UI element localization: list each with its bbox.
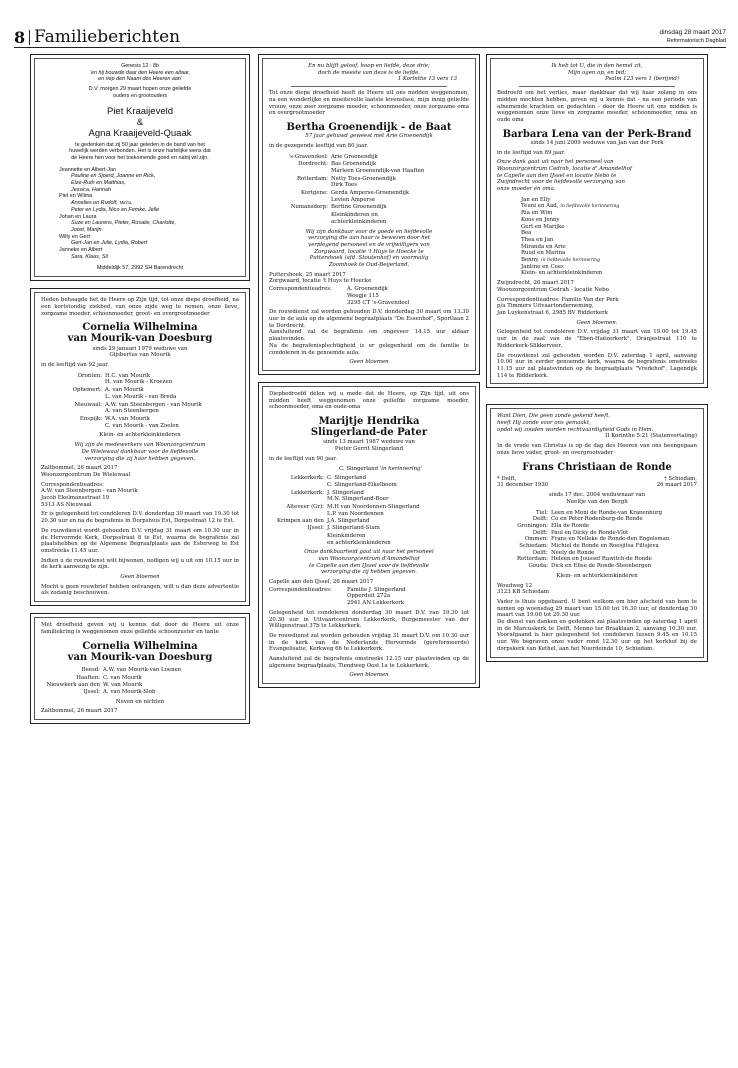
family-name: A.W. van Steenbergen - van Mourik bbox=[105, 401, 202, 408]
family-name: A. van Mourik-Slob bbox=[103, 689, 156, 696]
family-name: C. van Mourik - van Zoelen bbox=[105, 422, 179, 429]
family-names: Frans en Nelleke de Ronde-den Engelsman bbox=[551, 536, 670, 543]
family-location: Rotterdam: bbox=[297, 175, 328, 182]
correspondence-line: Jan Luykenstraat 6, 2985 BV Ridderkerk bbox=[497, 309, 609, 316]
family-name: H.C. van Mourik bbox=[105, 372, 151, 379]
service: De rouwdienst zal worden gehouden vrijdag 31 maart D.V. om 10.30 uur in de kerk van de Nederlands Hervormde (gereformeerde) Evangelisatie, Kerkweg 66 te Lekkerkerk. bbox=[269, 632, 469, 653]
widower-line: Neeltje van den Bergh bbox=[566, 498, 628, 505]
family-name: Johan en Laura bbox=[59, 213, 97, 220]
family-name: Joost, Marijn bbox=[71, 226, 102, 233]
family-row bbox=[41, 387, 239, 400]
family-name: C. van Mourik bbox=[103, 674, 142, 681]
correspondence: Correspondentieadres: A. Groenendijk Weegje 115 3295 CT 's-Gravendeel bbox=[269, 286, 410, 306]
family-name: Teuni en Aad, bbox=[521, 203, 559, 210]
family-location: Krimpen aan den IJssel: bbox=[277, 518, 324, 532]
family-names bbox=[105, 402, 239, 415]
intro: Bedroefd om het verlies, maar dankbaar dat wij haar zolang in ons midden mochten hebben, geven wij u kennis dat - na een periode van afnemende krachten en gedachten - door de Heere uit ons midden is weggenomen onze lieve en zorgzame moeder, schoonmoeder, oma en oude oma bbox=[497, 90, 697, 123]
family-row bbox=[41, 416, 239, 429]
age: in de leeftijd van 90 jaar. bbox=[269, 455, 337, 462]
family-row bbox=[269, 190, 469, 203]
family-name: Bas Groenendijk bbox=[331, 161, 377, 168]
family-list bbox=[497, 510, 697, 570]
family-name: Netty Toes-Groenendijk bbox=[331, 175, 396, 182]
marriage-line: 57 jaar gehuwd geweest met Arie Groenendijk bbox=[305, 133, 433, 140]
condolence: Gelegenheid tot condoleren D.V. vrijdag 31 maart van 19.00 tot 19.45 uur in de zaal van de "Eben-Haëzerkerk", Oranjestraat 110 te Ridderkerk-Slikkerveer. bbox=[497, 329, 697, 349]
family-row bbox=[269, 204, 469, 211]
verse-line: 'en hij bouwde daar den Heere een altaar, bbox=[90, 69, 190, 76]
funeral: Aansluitend zal de begrafenis omstreeks 12.15 uur plaatsvinden op de algemene begraafplaats, Tiendweg Oost 1a te Lekkerkerk. bbox=[269, 656, 469, 669]
thanks: Onze dank gaat uit naar het personeel van Woonzorgcentrum Cedrah, locatie d' Amandelhof te Capelle aan den IJssel en locatie Nebo te Zwijndrecht voor de liefdevolle verzorging van onze moeder en oma. bbox=[497, 159, 632, 193]
header-date: dinsdag 28 maart 2017 bbox=[659, 29, 726, 36]
ad-kraaijeveld bbox=[30, 54, 250, 281]
page-number-divider bbox=[29, 30, 30, 45]
family-location: Numansdorp: bbox=[290, 204, 328, 211]
family-location: Lekkerkerk: bbox=[290, 489, 324, 496]
no-flowers: Geen bloemen bbox=[120, 574, 160, 581]
family-row bbox=[497, 530, 697, 537]
no-flowers: Geen bloemen bbox=[349, 672, 389, 679]
family-name: M.N. Slingerland-Boer bbox=[327, 496, 389, 503]
grandchildren: Klein- en achterkleinkinderen bbox=[99, 432, 181, 439]
family-row bbox=[497, 536, 697, 543]
address: Middeldijk 57, 2992 SH Barendrecht bbox=[96, 265, 184, 272]
family-name: M.H van Noordennen-Slingerland bbox=[327, 504, 420, 511]
family-row bbox=[497, 510, 697, 517]
family-line bbox=[521, 237, 697, 244]
correspondence-line: 5313 AS Nieuwaal bbox=[41, 501, 92, 508]
ad-slingerland bbox=[258, 382, 480, 688]
widower-line: sinds 17 dec. 2004 weduwnaar van bbox=[548, 492, 646, 499]
body-line: de Heere hen voor het toekomende goed en nabij wil zijn. bbox=[71, 154, 209, 161]
family-location: Delft: bbox=[532, 516, 548, 523]
family-location: Dronten: bbox=[77, 372, 102, 379]
family-names bbox=[105, 387, 239, 400]
address-line: 3123 KB Schiedam bbox=[497, 589, 550, 596]
family-line bbox=[521, 230, 697, 237]
family-name: Ruud en Marina bbox=[521, 250, 566, 257]
place-location: Woonzorgcentrum De Wielewaal bbox=[41, 471, 131, 478]
verse-line: en riep den Naam des Heeren aan' bbox=[98, 76, 182, 83]
family-names bbox=[105, 416, 239, 429]
family-name: W.A. van Mourik bbox=[105, 415, 150, 422]
deceased-name: Cornelia Wilhelmina van Mourik-van Doesburg bbox=[67, 640, 213, 663]
family-names bbox=[331, 161, 469, 174]
thanks-line: Wij zijn de medewerkers van Woonzorgcentrum bbox=[74, 442, 206, 449]
family-names bbox=[103, 682, 239, 695]
family-line bbox=[521, 270, 697, 277]
family-name: Jessica, Hannah bbox=[71, 186, 111, 193]
column-2 bbox=[258, 54, 480, 688]
page-header bbox=[14, 28, 726, 48]
thanks-line: verzorging die zij haar hebben gegeven. bbox=[84, 455, 196, 462]
family-row bbox=[269, 533, 469, 546]
family-name: Dirk Toes bbox=[331, 182, 357, 189]
place-date: Capelle aan den IJssel, 26 maart 2017 bbox=[269, 579, 374, 586]
family-location: Enspijk: bbox=[79, 415, 102, 422]
family-name: Levien Amperse bbox=[331, 196, 376, 203]
place-date: Zwijndrecht, 26 maart 2017 bbox=[497, 280, 574, 287]
family-name: J. Slingerland bbox=[327, 489, 364, 496]
family-name: L. van Mourik - van Breda bbox=[105, 393, 177, 400]
viewing: Vader is thuis opgebaard. U bent welkom om hier afscheid van hem te nemen op woensdag 29 maart van 15.00 tot 16.30 uur, of donderdag 30 maart van 19.00 tot 20.30 uur. bbox=[497, 598, 697, 619]
verse-line: Mijn ogen op, en bid; bbox=[567, 69, 627, 76]
memory-note: in liefdevolle herinnering bbox=[541, 258, 601, 264]
grandchildren-line bbox=[59, 173, 235, 180]
funeral: Aansluitend zal de begrafenis om ongeveer 14.15 uur aldaar plaatsvinden. bbox=[269, 329, 469, 343]
family-row bbox=[497, 563, 697, 570]
condolence: Na de begrafenisplechtigheid is er gelegenheid om de familie te condoleren in de genoemde aula. bbox=[269, 342, 469, 356]
family-name: Bea bbox=[521, 230, 532, 237]
intro: Heden behaagde het de Heere op Zijn tijd, tot onze diepe droefheid, na een kortstondig ziekbed, van onze zijde weg te nemen, onze lieve, zorgzame moeder, schoonmoeder, groot- en overgrootmoeder bbox=[41, 297, 239, 317]
body-line: huwelijk werden verbonden. Het is onze hartelijke wens dat bbox=[69, 148, 211, 155]
family-name: A. van Steenbergen bbox=[105, 408, 159, 415]
widow-line: sinds 29 januari 1979 weduwe van bbox=[92, 345, 188, 352]
family-location: Rotterdam: bbox=[517, 556, 548, 563]
correspondence-line: Jacob Ekelmansstraat 19 bbox=[41, 495, 110, 502]
deceased-name: Barbara Lena van der Perk-Brand bbox=[502, 128, 692, 140]
intro-line: ouders en grootouders bbox=[112, 92, 168, 99]
grandchildren-line bbox=[59, 227, 235, 234]
family-name: C. Slingerland bbox=[327, 475, 367, 482]
ad-van-mourik-family bbox=[30, 613, 250, 724]
widow-line: Gijsbertus van Mourik bbox=[109, 352, 171, 359]
child-couple bbox=[59, 247, 235, 254]
family-row bbox=[269, 475, 469, 488]
intro: In de vrede van Christus is op de dag des Heeren van ons heengegaan onze lieve vader, groot- en overgrootvader bbox=[497, 443, 697, 456]
family-row bbox=[269, 176, 469, 189]
no-flowers: Geen bloemen. bbox=[576, 319, 618, 326]
family-row bbox=[497, 543, 697, 550]
family-name: Bertine Groenendijk bbox=[331, 204, 387, 211]
page-number: 8 bbox=[14, 28, 26, 47]
intro: Tot onze diepe droefheid heeft de Heere uit ons midden weggenomen, na een wonderlijke en moeitevolle laatste levensfase, mijn innig geliefde vrouw, onze zeer zorgzame moeder, schoonmoeder, onze zorgzame oma en overgrootmoeder bbox=[269, 90, 469, 117]
family-list bbox=[269, 475, 469, 546]
note: Mocht u geen rouwbrief hebben ontvangen, wilt u dan deze advertentie als zodanig beschouwen. bbox=[41, 583, 239, 597]
family-names bbox=[331, 212, 469, 225]
age: in de leeftijd van 92 jaar. bbox=[41, 362, 109, 369]
family-line bbox=[521, 257, 697, 264]
family-row bbox=[269, 504, 469, 517]
family-row bbox=[41, 675, 239, 682]
widow-line: Pieter Gerrit Slingerland bbox=[334, 446, 404, 453]
family-row bbox=[41, 667, 239, 674]
family-row bbox=[269, 518, 469, 531]
intro-line: D.V. morgen 29 maart hopen onze geliefde bbox=[88, 86, 192, 93]
family-name: Kleinkinderen bbox=[327, 532, 366, 539]
family-location bbox=[269, 212, 331, 225]
family-name: A. van Mourik bbox=[105, 387, 144, 394]
family-name: Willy en Gert bbox=[59, 233, 90, 240]
family-name: Kleinkinderen en bbox=[331, 212, 378, 219]
grandchildren-line bbox=[59, 240, 235, 247]
family-line bbox=[521, 203, 697, 210]
family-location: Groningen: bbox=[517, 522, 548, 529]
family-location: Tiel: bbox=[535, 509, 548, 516]
family-names bbox=[327, 504, 469, 517]
family-names bbox=[327, 490, 469, 503]
family-row bbox=[497, 516, 697, 523]
family-name: Klein- en achterkleinkinderen bbox=[521, 270, 603, 277]
family-name: Thea en Jan bbox=[521, 236, 554, 243]
verse-line: En nu blijft geloof, hoop en liefde, deze drie; bbox=[308, 63, 430, 69]
divider bbox=[519, 86, 675, 87]
family-name: J. Slingerland-Stam bbox=[327, 525, 380, 532]
in-memory: C. Slingerland 'in herinnering' bbox=[339, 465, 422, 472]
deceased-name: Frans Christiaan de Ronde bbox=[522, 461, 672, 473]
family-row bbox=[497, 550, 697, 557]
family-location: Ommen: bbox=[524, 536, 548, 543]
ad-van-mourik bbox=[30, 288, 250, 606]
child-couple bbox=[59, 167, 235, 174]
family-names bbox=[103, 667, 239, 674]
family-line bbox=[521, 250, 697, 257]
family-location: Alteveer (Gr): bbox=[286, 504, 324, 511]
verse-line: heeft Hij zonde voor ons gemaakt, bbox=[497, 420, 591, 427]
verse-line: Want Dien, Die geen zonde gekend heeft, bbox=[497, 413, 611, 420]
correspondence: Correspondentieadres: Familie J. Slingerland Opperduit 272a 2941 AN Lekkerkerk bbox=[269, 586, 406, 607]
family-row bbox=[41, 373, 239, 386]
child-couple bbox=[59, 214, 235, 221]
family-row bbox=[497, 523, 697, 530]
family-list bbox=[41, 667, 239, 696]
correspondence-label: Correspondentieadres: bbox=[41, 481, 104, 488]
family-names: Paul en Dicky de Ronde-Vlot bbox=[551, 529, 629, 536]
section-title: Familieberichten bbox=[34, 27, 181, 47]
dates: * Delft, 31 december 1930 † Schiedam, 26 maart 2017 bbox=[497, 475, 697, 489]
family-name: Janneke en Albert bbox=[59, 247, 103, 254]
family-name: Pauline en Sjoerd, Joanne en Rick, bbox=[71, 173, 156, 180]
divider bbox=[291, 86, 447, 87]
family-name: Jan en Elly bbox=[521, 196, 551, 203]
column-3 bbox=[486, 54, 708, 662]
deceased-name: Bertha Groenendijk - de Baat bbox=[286, 121, 452, 133]
family-names bbox=[331, 204, 469, 211]
family-location: Gouda: bbox=[528, 563, 548, 570]
family-names: Dick en Elise de Ronde-Steenbergen bbox=[551, 563, 652, 570]
verse-ref: Psalm 123 vers 1 (berijmd) bbox=[605, 76, 679, 83]
family-names bbox=[327, 533, 469, 546]
intro: Met droefheid geven wij u kennis dat door de Heere uit onze familiekring is weggenomen onze geliefde schoonzuster en tante bbox=[41, 622, 239, 635]
nephews: Neven en nichten bbox=[115, 698, 165, 705]
family-row bbox=[41, 402, 239, 415]
family-names: Heleen en Joussef Rawitch-de Ronde bbox=[551, 556, 652, 563]
family-name: Piet en Wilma bbox=[59, 193, 93, 200]
couple-name-2: Agna Kraaijeveld-Quaak bbox=[88, 127, 192, 139]
family-location bbox=[269, 533, 327, 546]
funeral: Indien u de rouwdienst wilt bijwonen, nodigen wij u uit om 10.15 uur in de kerk aanwezig te zijn. bbox=[41, 557, 239, 571]
family-name: Annelies en Rudolf, bbox=[71, 200, 118, 207]
verse-ref: II Korinthe 5:21 (Statenvertaling) bbox=[605, 433, 697, 440]
verse-ref: 1 Korinthe 13 vers 13 bbox=[397, 76, 457, 83]
family-name: Jeannette en Albert-Jan bbox=[59, 166, 116, 173]
age: in de gezegende leeftijd van 80 jaar. bbox=[269, 142, 369, 149]
place-date: Zaltbommel, 26 maart 2017 bbox=[41, 708, 118, 715]
intro: Diepbedroefd delen wij u mede dat de Heere, op Zijn tijd, uit ons midden heeft weggenomen onze geliefde zorgzame moeder, schoonmoeder, oma en oude-oma bbox=[269, 390, 469, 411]
ampersand: & bbox=[136, 116, 144, 128]
service: De rouwdienst zal gehouden worden D.V. zaterdag 1 april, aanvang 10.00 uur in eerder genoemde kerk, waarna de begrafenis omstreeks 11.15 uur zal plaatsvinden op de begraafplaats "Vredehof", Lagendijk 114 te Ridderkerk. bbox=[497, 352, 697, 379]
family-name: Jantine en Cees bbox=[521, 263, 564, 270]
family-row bbox=[269, 212, 469, 225]
age: in de leeftijd van 89 jaar. bbox=[497, 149, 565, 156]
service: De rouwdienst zal worden gehouden D.V. donderdag 30 maart om 13.30 uur in de aula op de algemene begraafplaats "De Essenhof", Sportlaan 2 te Dordrecht. bbox=[269, 309, 469, 329]
ad-van-der-perk bbox=[486, 54, 708, 388]
family-name: Gerda Amperse-Groenendijk bbox=[331, 190, 410, 197]
correspondence-line: A.W. van Steenbergen - van Mourik bbox=[41, 488, 138, 495]
grandchildren-line bbox=[59, 187, 235, 194]
family-line bbox=[521, 217, 697, 224]
family-names: Michiel de Ronde en Roesjitsa Filtsjeva bbox=[551, 543, 659, 550]
grandchildren-line bbox=[59, 220, 235, 227]
family-name: Suze en Laurens, Pieter, Rosalie, Charlotte, bbox=[71, 220, 176, 227]
column-1 bbox=[30, 54, 250, 724]
correspondence-line: p/a Timmers Uitvaartonderneming, bbox=[497, 303, 594, 310]
family-row bbox=[41, 682, 239, 695]
correspondence-line: Correspondentieadres: Familie Van der Perk bbox=[497, 296, 619, 303]
family-name: Peter en Lydia, Nico en Femke, Jelle bbox=[71, 206, 159, 213]
family-name: J.A. Slingerland bbox=[327, 518, 370, 525]
family-location: Haaften: bbox=[76, 674, 100, 681]
verse-line: Ik heb tot U, die in den hemel zit, bbox=[551, 63, 643, 69]
deceased-name: Cornelia Wilhelmina van Mourik-van Doesburg bbox=[67, 322, 213, 345]
header-paper: Reformatorisch Dagblad bbox=[666, 38, 726, 44]
child-couple bbox=[59, 234, 235, 241]
family-names: Neely de Ronde bbox=[551, 549, 595, 556]
family-name: en achterkleinkinderen bbox=[327, 539, 391, 546]
family-names: Ella de Ronde bbox=[551, 522, 590, 529]
service: De dienst van danken en gedenken zal plaatsvinden op zaterdag 1 april in de Marcuskerk te Delft, Menno ter Braaklaan 2, aanvang 10.30 uur. Voorafgaand is hier gelegenheid tot condoleren tussen 9.45 en 10.15 uur. We begraven onze vader rond 12.30 uur op het kerkhof bij de dorpskerk van Kethel, aan het Noordeinde 10, Schiedam. bbox=[497, 619, 697, 652]
family-name: Koos en Jenny bbox=[521, 216, 560, 223]
body-line: te gedenken dat zij 50 jaar geleden in de band van het bbox=[75, 141, 205, 148]
family-location: Beesd: bbox=[81, 666, 100, 673]
family-names: Leen en Moni de Ronde-van Kranenburg bbox=[551, 509, 663, 516]
family-location: Delft: bbox=[532, 529, 548, 536]
family-row bbox=[497, 556, 697, 563]
family-location: Lekkerkerk: bbox=[290, 475, 324, 482]
family-names bbox=[331, 154, 469, 161]
place-date: Zaltbommel, 26 maart 2017 bbox=[41, 465, 118, 472]
ad-de-ronde bbox=[486, 404, 708, 661]
family-location: 's-Gravendeel: bbox=[288, 153, 328, 160]
family-line bbox=[521, 264, 697, 271]
grandchildren-line bbox=[59, 207, 235, 214]
family-names bbox=[327, 518, 469, 531]
family-list bbox=[497, 197, 697, 277]
family-name: Sara, Klaas, Sil bbox=[71, 253, 108, 260]
family-name: C. Slingerland-Eikelboom bbox=[327, 481, 397, 488]
family-row bbox=[269, 154, 469, 161]
family-name: Ria en Wim bbox=[521, 210, 553, 217]
family-names bbox=[331, 176, 469, 189]
family-name: H. van Mourik - Kroezen bbox=[105, 379, 173, 386]
thanks: Wij zijn dankbaar voor de goede en liefdevolle verzorging die aan haar is bewezen door het verplegend personeel en de vrijwilligers van Zorgwaard, locatie 't Huys te Hoecke te Puttershoek (afd. Stoutenhof) en voormalig Zoomhoek te Oud-Beijerland. bbox=[305, 228, 433, 269]
family-name: W. van Mourik bbox=[103, 682, 143, 689]
couple-name-1: Piet Kraaijeveld bbox=[106, 105, 173, 117]
family-names: Co en Peter Rodenburg-de Ronde bbox=[551, 516, 643, 523]
family-names bbox=[103, 675, 239, 682]
grandchildren: Klein- en achterkleinkinderen bbox=[556, 572, 638, 579]
family-name: Miranda en Arie bbox=[521, 243, 566, 250]
family-name-extra: Micha, bbox=[119, 200, 133, 206]
condolence: Gelegenheid tot condoleren donderdag 30 maart D.V. van 19.30 tot 20.30 uur in Uitvaartcentrum Lekkerkerk, Burgemeester van der Willigenstraat 37b te Lekkerkerk. bbox=[269, 609, 469, 630]
family-names bbox=[105, 373, 239, 386]
family-row bbox=[269, 490, 469, 503]
family-row bbox=[269, 161, 469, 174]
family-location: Dordrecht: bbox=[298, 161, 328, 168]
deceased-name: Marijtje Hendrika Slingerland-de Pater bbox=[310, 416, 428, 439]
family-line bbox=[521, 244, 697, 251]
family-location: Nieuwaal: bbox=[74, 401, 102, 408]
family-name: achterkleinkinderen bbox=[331, 218, 387, 225]
family-name: Gert en Marijke bbox=[521, 223, 565, 230]
child-couple bbox=[59, 193, 235, 200]
no-flowers: Geen bloemen bbox=[349, 359, 389, 366]
family-list bbox=[269, 154, 469, 226]
family-names bbox=[327, 475, 469, 488]
verse-ref: Genesis 12 : 8b bbox=[121, 63, 159, 69]
place-date: Puttershoek, 25 maart 2017 bbox=[269, 271, 346, 278]
family-name: Marleen Groenendijk-van Haaften bbox=[331, 167, 425, 174]
memory-note: in liefdevolle herinnering bbox=[560, 204, 620, 210]
condolence: Er is gelegenheid tot condoleren D.V. donderdag 30 maart van 19.30 tot 20.30 uur en na de begrafenis in Dorpshuis Est, Dorpsstraat 12 te Est. bbox=[41, 511, 239, 525]
family-names bbox=[331, 190, 469, 203]
widow-line: sinds 14 juni 2009 weduwe van Jan van der Perk bbox=[530, 139, 664, 146]
family-line bbox=[521, 210, 697, 217]
thanks-line: De Wielewaal dankbaar voor de liefdevolle bbox=[81, 448, 199, 455]
family-line bbox=[521, 197, 697, 204]
ad-groenendijk bbox=[258, 54, 480, 375]
family-location: Schiedam: bbox=[519, 543, 548, 550]
address-line: Woudweg 12 bbox=[497, 582, 533, 589]
service: De rouwdienst wordt gehouden D.V. vrijdag 31 maart om 10.30 uur in de Hervormde Kerk, Dorpsstraat 8 te Est, waarna de begrafenis zal plaatshebben op de Algemene Begraafplaats aan de Esterweg te Est omstreeks 11.45 uur. bbox=[41, 527, 239, 554]
verse-line: opdat wij zouden worden rechtvaardigheid Gods in Hem. bbox=[497, 426, 654, 433]
verse-line: doch de meeste van deze is de liefde. bbox=[318, 69, 420, 76]
grandchildren-line bbox=[59, 200, 235, 207]
family-name: L.P. van Noordennen bbox=[327, 510, 384, 517]
thanks: Onze dankbaarheid gaat uit naar het personeel van Woonzorgcentrum d'Amandelhof te Capelle aan den IJssel voor de liefdevolle verzorging die zij hebben gegeven. bbox=[304, 549, 434, 576]
family-name: Elze-Ruth en Matthias, bbox=[71, 180, 126, 187]
family-list bbox=[45, 167, 235, 261]
place-location: Zorgwaard, locatie 't Huys te Hoecke bbox=[269, 278, 372, 285]
family-location: Nieuwkerk aan den IJssel: bbox=[46, 682, 100, 696]
place-location: Woonzorgcentrum Cedrah - locatie Nebo bbox=[497, 286, 609, 293]
family-name: A.W. van Mourik-van Loenen bbox=[103, 666, 182, 673]
family-location: Kortgene: bbox=[301, 190, 328, 197]
family-list bbox=[41, 373, 239, 430]
grandchildren-line bbox=[59, 254, 235, 261]
grandchildren-line bbox=[59, 180, 235, 187]
family-location: Ophemert: bbox=[72, 387, 102, 394]
widow-line: sinds 13 maart 1987 weduwe van bbox=[323, 439, 415, 446]
family-line bbox=[521, 224, 697, 231]
family-name: Arie Groenendijk bbox=[331, 153, 378, 160]
family-name: Gert-Jan en Julie, Lydia, Robert bbox=[71, 240, 148, 247]
family-name: Benny, bbox=[521, 257, 540, 264]
family-location: Delft: bbox=[532, 549, 548, 556]
